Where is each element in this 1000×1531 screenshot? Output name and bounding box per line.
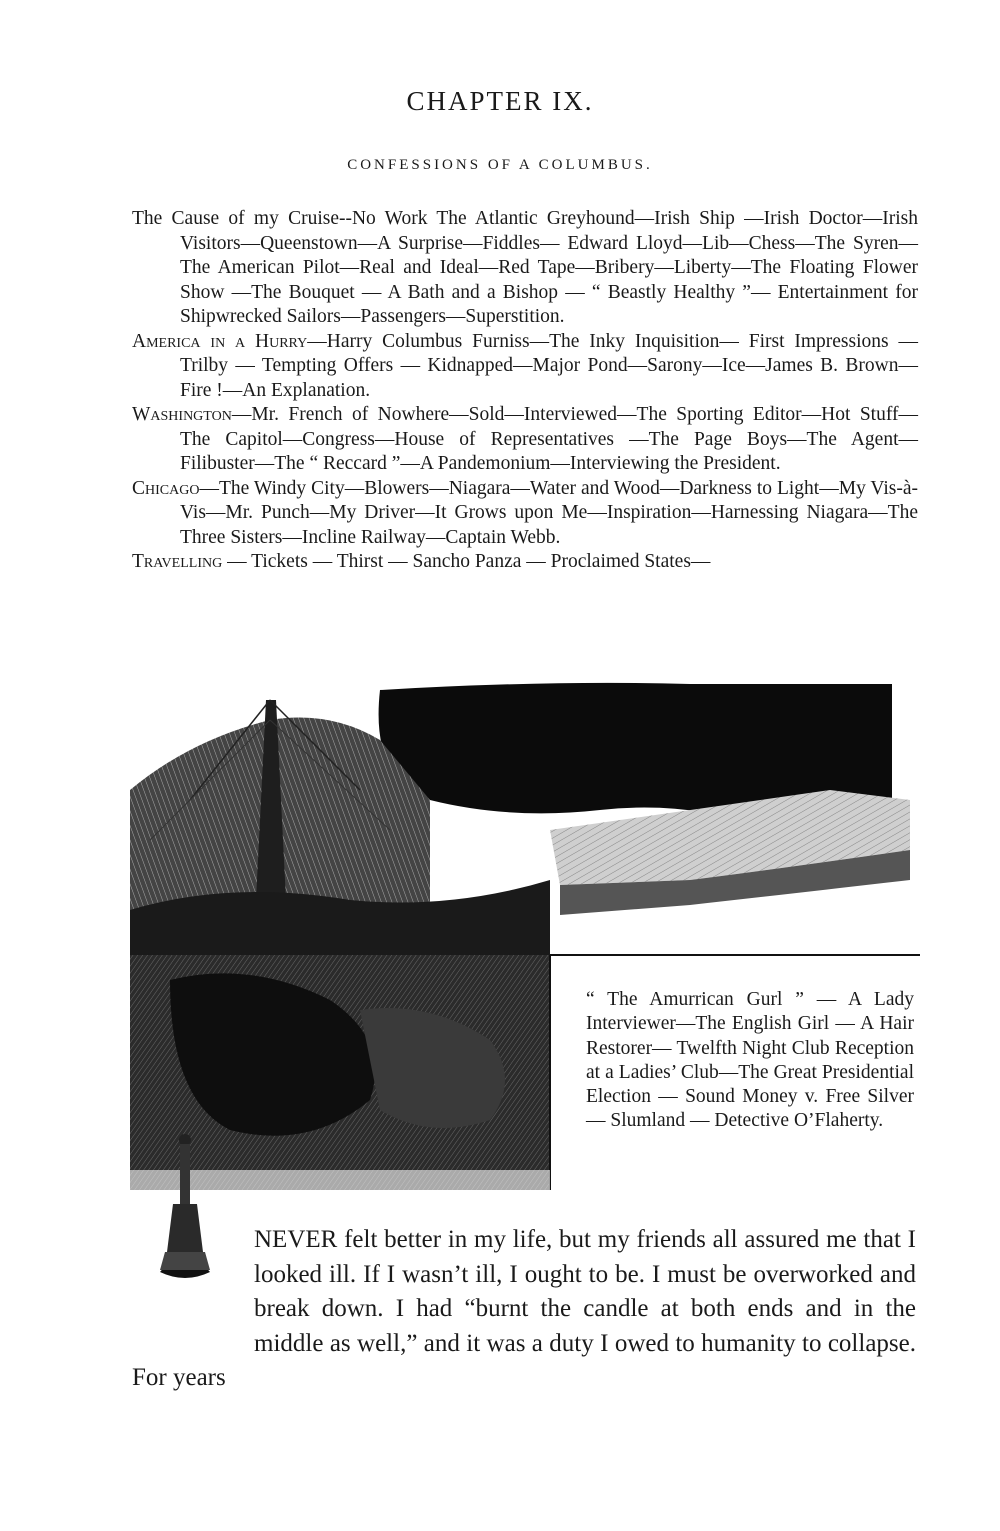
body-text <box>132 1223 916 1396</box>
contents-entry-text: —Harry Columbus Furniss—The Inky Inquisition— First Impressions — Trilby — Tempting Offers — Kidnapped—Major Pond—Sarony—Ice—James B. Brown—Fire !—An Explanation. <box>180 330 918 401</box>
contents-entry-head: Washington <box>132 404 232 425</box>
contents-entry-head: America in a Hurry <box>132 330 308 352</box>
chapter-subtitle: CONFESSIONS OF A COLUMBUS. <box>347 157 653 173</box>
contents-entry <box>132 550 918 575</box>
contents-entry <box>132 403 918 477</box>
contents-entry-text: —Mr. French of Nowhere—Sold—Interviewed—The Sporting Editor—Hot Stuff—The Capitol—Congress—House of Representatives —The Page Boys—The Agent—Filibuster—The “ Reccard ”—A Pandemonium—Interviewing the President. <box>180 404 918 474</box>
chapter-contents <box>132 207 918 575</box>
contents-entry-head: Chicago <box>132 477 200 499</box>
contents-entry-text: —The Windy City—Blowers—Niagara—Water and Wood—Darkness to Light—My Vis-à-Vis—Mr. Punch—My Driver—It Grows upon Me—Inspiration—Harnessing Niagara—The Three Sisters—Incline Railway—Captain Webb. <box>180 477 918 548</box>
contents-entry-text: — Tickets — Thirst — Sancho Panza — Proclaimed States— <box>222 551 711 572</box>
contents-entry <box>132 207 918 330</box>
contents-entry <box>132 477 918 551</box>
contents-entry-head: Travelling <box>132 551 223 572</box>
contents-entry-text: The Cause of my Cruise--No Work The Atlantic Greyhound—Irish Ship —Irish Doctor—Irish Visitors—Queenstown—A Surprise—Fiddles— Edward Lloyd—Lib—Chess—The Syren—The American Pilot—Real and Ideal—Red Tape—Bribery—Liberty—The Floating Flower Show —The Bouquet — A Bath and a Bishop — “ Beastly Healthy ”— Entertainment for Shipwrecked Sailors—Passengers—Superstition. <box>132 208 918 327</box>
dropcap-space <box>132 1223 254 1335</box>
illustration-caption: “ The Amurrican Gurl ” — A Lady Interviewer—The English Girl — A Hair Restorer— Twelfth Night Club Reception at a Ladies’ Club—The Great Presidential Election — Sound Money v. Free Silver — Slumland — Detective O’Flaherty. <box>586 989 914 1132</box>
chapter-title: CHAPTER IX. <box>406 86 594 116</box>
contents-entry <box>132 330 918 404</box>
body-paragraph: NEVER felt better in my life, but my friends all assured me that I looked ill. If I wasn’t ill, I ought to be. I must be overworked and break down. I had “burnt the candle at both ends and in the middle as well,” and it was a duty I owed to humanity to collapse. For years <box>132 1226 916 1391</box>
